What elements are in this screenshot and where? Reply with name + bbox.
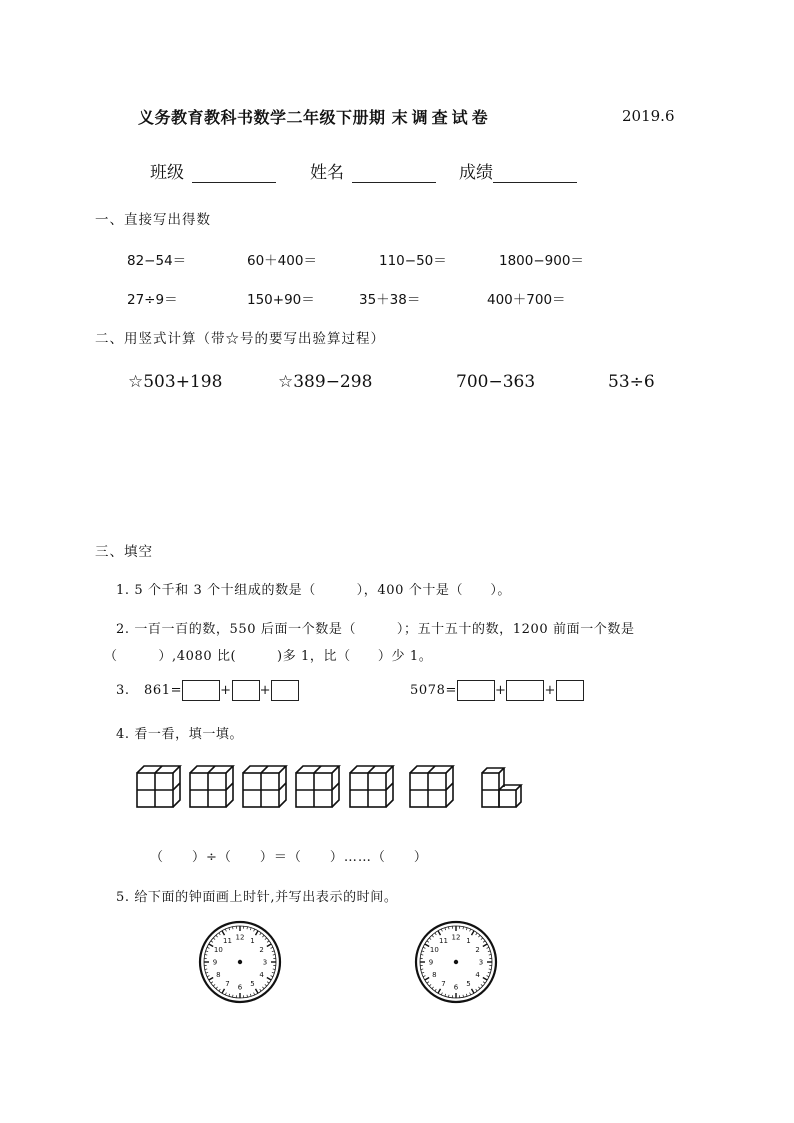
score-field [459, 158, 577, 183]
clock-tick [483, 982, 485, 983]
clock-tick [273, 969, 275, 970]
clock-tick [425, 978, 429, 981]
clock-tick [478, 987, 480, 989]
clock-tick [483, 978, 487, 981]
clock-tick [427, 941, 429, 942]
clock-tick [207, 947, 209, 948]
calc-item: 82−54＝ [127, 253, 187, 269]
clock-number: 10 [213, 946, 223, 954]
exam-date: 2019.6 [622, 107, 675, 125]
clock-tick [435, 989, 436, 991]
clock-center [454, 960, 458, 964]
question-1: 1. 5 个千和 3 个十组成的数是（ ），400 个十是（ ）。 [116, 583, 512, 598]
clock-tick [254, 993, 255, 995]
clock-number: 9 [212, 958, 218, 967]
name-field [310, 158, 436, 183]
clock-tick [216, 935, 218, 937]
clock-tick [466, 994, 467, 996]
clock-number: 12 [451, 933, 461, 942]
clock-tick [267, 944, 271, 947]
class-label: 班级 [150, 163, 184, 183]
clock-tick [463, 995, 464, 997]
clock-tick [470, 993, 471, 995]
clock-tick [432, 987, 434, 989]
clock-number: 3 [478, 958, 484, 967]
clock-tick [273, 955, 275, 956]
clock-tick [267, 982, 269, 983]
clock-tick [421, 955, 423, 956]
clock-tick [205, 969, 207, 970]
clock-tick [260, 933, 261, 935]
clock-tick [265, 938, 267, 940]
plus-sign: + [494, 683, 507, 698]
clock-tick [216, 987, 218, 989]
clock-tick [488, 972, 490, 973]
clock-tick [260, 989, 261, 991]
clock-number: 3 [262, 958, 268, 967]
clock-tick [209, 944, 213, 947]
clock-tick [441, 929, 442, 931]
plus-sign: + [544, 683, 556, 698]
clock-number: 2 [475, 946, 480, 954]
clock-tick [229, 994, 230, 996]
clock-face-svg[interactable] [414, 920, 498, 1004]
clock-tick [229, 928, 230, 930]
clock-tick [256, 989, 259, 993]
clock-tick [438, 931, 441, 935]
clock-number: 6 [453, 983, 459, 992]
section2-heading: 二、用竖式计算（带☆号的要写出验算过程） [95, 331, 385, 347]
clock-number: 7 [225, 980, 230, 989]
clock-tick [222, 989, 225, 993]
clock-tick [470, 929, 471, 931]
clock-number: 8 [432, 971, 437, 979]
calc-item: 400＋700＝ [487, 292, 566, 308]
clock-tick [207, 976, 209, 977]
clock-tick [206, 951, 208, 952]
clock-number: 4 [475, 971, 480, 979]
division-expression: （ ）÷（ ）＝（ ）……（ ） [150, 850, 428, 865]
clock-number: 12 [235, 933, 245, 942]
clock-tick [225, 929, 226, 931]
clock-tick [487, 976, 489, 977]
clock-tick [219, 989, 220, 991]
clock-tick [213, 938, 215, 940]
clock-tick [481, 938, 483, 940]
clock-tick [247, 995, 248, 997]
clock-center [238, 960, 242, 964]
clock-tick [429, 984, 431, 986]
question-3-number: 3. [116, 683, 130, 698]
clock-number: 5 [250, 980, 255, 989]
clock-tick [487, 947, 489, 948]
clock-tick [429, 938, 431, 940]
clock-number: 1 [250, 936, 255, 945]
clock-tick [422, 951, 424, 952]
clock-tick [211, 982, 213, 983]
question-3-left [144, 680, 299, 701]
clock-tick [211, 941, 213, 942]
clock-tick [422, 972, 424, 973]
clock-number: 1 [466, 936, 471, 945]
clock-tick [427, 982, 429, 983]
clock-tick [489, 969, 491, 970]
clock-tick [425, 944, 429, 947]
clock-tick [265, 984, 267, 986]
clock-tick [254, 929, 255, 931]
clock-tick [209, 978, 213, 981]
clock-tick [476, 933, 477, 935]
section1-heading: 一、直接写出得数 [95, 212, 211, 228]
q3-right-number: 5078= [410, 683, 457, 698]
answer-box[interactable] [271, 680, 299, 701]
clock-face-svg[interactable] [198, 920, 282, 1004]
answer-box[interactable] [506, 680, 544, 701]
question-2-line2: （ ）,4080 比( )多 1，比（ ）少 1。 [104, 649, 433, 664]
vertical-calc-item: ☆503+198 [128, 372, 223, 392]
clock-tick [262, 987, 264, 989]
clock-tick [271, 976, 273, 977]
clock-face-1[interactable] [198, 920, 282, 1004]
clock-tick [445, 928, 446, 930]
clock-number: 8 [216, 971, 221, 979]
answer-box[interactable] [232, 680, 260, 701]
clock-tick [472, 931, 475, 935]
clock-tick [478, 935, 480, 937]
vertical-calc-item: 53÷6 [608, 372, 655, 392]
clock-tick [206, 972, 208, 973]
class-field [150, 158, 276, 183]
clock-tick [272, 972, 274, 973]
clock-tick [449, 995, 450, 997]
vertical-calc-item: 700−363 [456, 372, 536, 392]
calc-item: 60＋400＝ [247, 253, 317, 269]
clock-tick [225, 993, 226, 995]
plus-sign: + [220, 683, 232, 698]
clock-tick [262, 935, 264, 937]
clock-tick [213, 984, 215, 986]
clock-tick [435, 933, 436, 935]
exam-title-main: 义务教育教科书数学二年级下册期 [138, 108, 386, 127]
clock-tick [423, 947, 425, 948]
clock-number: 5 [466, 980, 471, 989]
answer-box[interactable] [457, 680, 495, 701]
calc-item: 35＋38＝ [359, 292, 421, 308]
clock-tick [222, 931, 225, 935]
clock-number: 11 [223, 936, 232, 945]
question-3-right [410, 680, 584, 701]
question-5: 5. 给下面的钟面画上时针,并写出表示的时间。 [116, 890, 398, 905]
clock-number: 2 [259, 946, 264, 954]
exam-title [138, 105, 492, 128]
clock-tick [449, 927, 450, 929]
exam-title-tail: 末调查试卷 [391, 108, 492, 127]
clock-tick [421, 969, 423, 970]
clock-tick [441, 993, 442, 995]
clock-tick [247, 927, 248, 929]
clock-tick [267, 941, 269, 942]
clock-tick [233, 927, 234, 929]
clock-tick [463, 927, 464, 929]
clock-tick [483, 941, 485, 942]
clock-tick [205, 955, 207, 956]
clock-tick [256, 931, 259, 935]
calc-item: 150+90＝ [247, 292, 315, 308]
calc-item: 1800−900＝ [499, 253, 584, 269]
q3-left-number: 861= [144, 683, 183, 698]
score-blank[interactable] [493, 164, 577, 183]
calc-item: 110−50＝ [379, 253, 447, 269]
answer-box[interactable] [182, 680, 220, 701]
clock-number: 4 [259, 971, 264, 979]
clock-tick [483, 944, 487, 947]
clock-tick [219, 933, 220, 935]
section3-heading: 三、填空 [95, 544, 153, 560]
clock-tick [271, 947, 273, 948]
clock-number: 9 [428, 958, 434, 967]
clock-tick [250, 928, 251, 930]
question-2-line1: 2. 一百一百的数，550 后面一个数是（ ）；五十五十的数，1200 前面一个数是 [116, 622, 635, 637]
name-blank[interactable] [352, 164, 436, 183]
clock-tick [488, 951, 490, 952]
clock-tick [267, 978, 271, 981]
clock-tick [250, 994, 251, 996]
answer-box[interactable] [556, 680, 584, 701]
clock-number: 7 [441, 980, 446, 989]
clock-tick [472, 989, 475, 993]
plus-sign: + [259, 683, 272, 698]
score-label: 成绩 [459, 163, 493, 183]
clock-tick [432, 935, 434, 937]
clock-tick [466, 928, 467, 930]
clock-number: 6 [237, 983, 243, 992]
clock-tick [272, 951, 274, 952]
clock-number: 10 [429, 946, 439, 954]
clock-tick [489, 955, 491, 956]
clock-tick [481, 984, 483, 986]
clock-tick [445, 994, 446, 996]
clock-number: 11 [439, 936, 448, 945]
class-blank[interactable] [192, 164, 276, 183]
clock-tick [423, 976, 425, 977]
calc-item: 27÷9＝ [127, 292, 178, 308]
clock-tick [438, 989, 441, 993]
clock-face-2[interactable] [414, 920, 498, 1004]
cubes-illustration [136, 765, 536, 811]
name-label: 姓名 [310, 163, 344, 183]
question-4: 4. 看一看，填一填。 [116, 727, 244, 742]
cube-groups [136, 765, 536, 811]
clock-tick [233, 995, 234, 997]
vertical-calc-item: ☆389−298 [278, 372, 373, 392]
clock-tick [476, 989, 477, 991]
